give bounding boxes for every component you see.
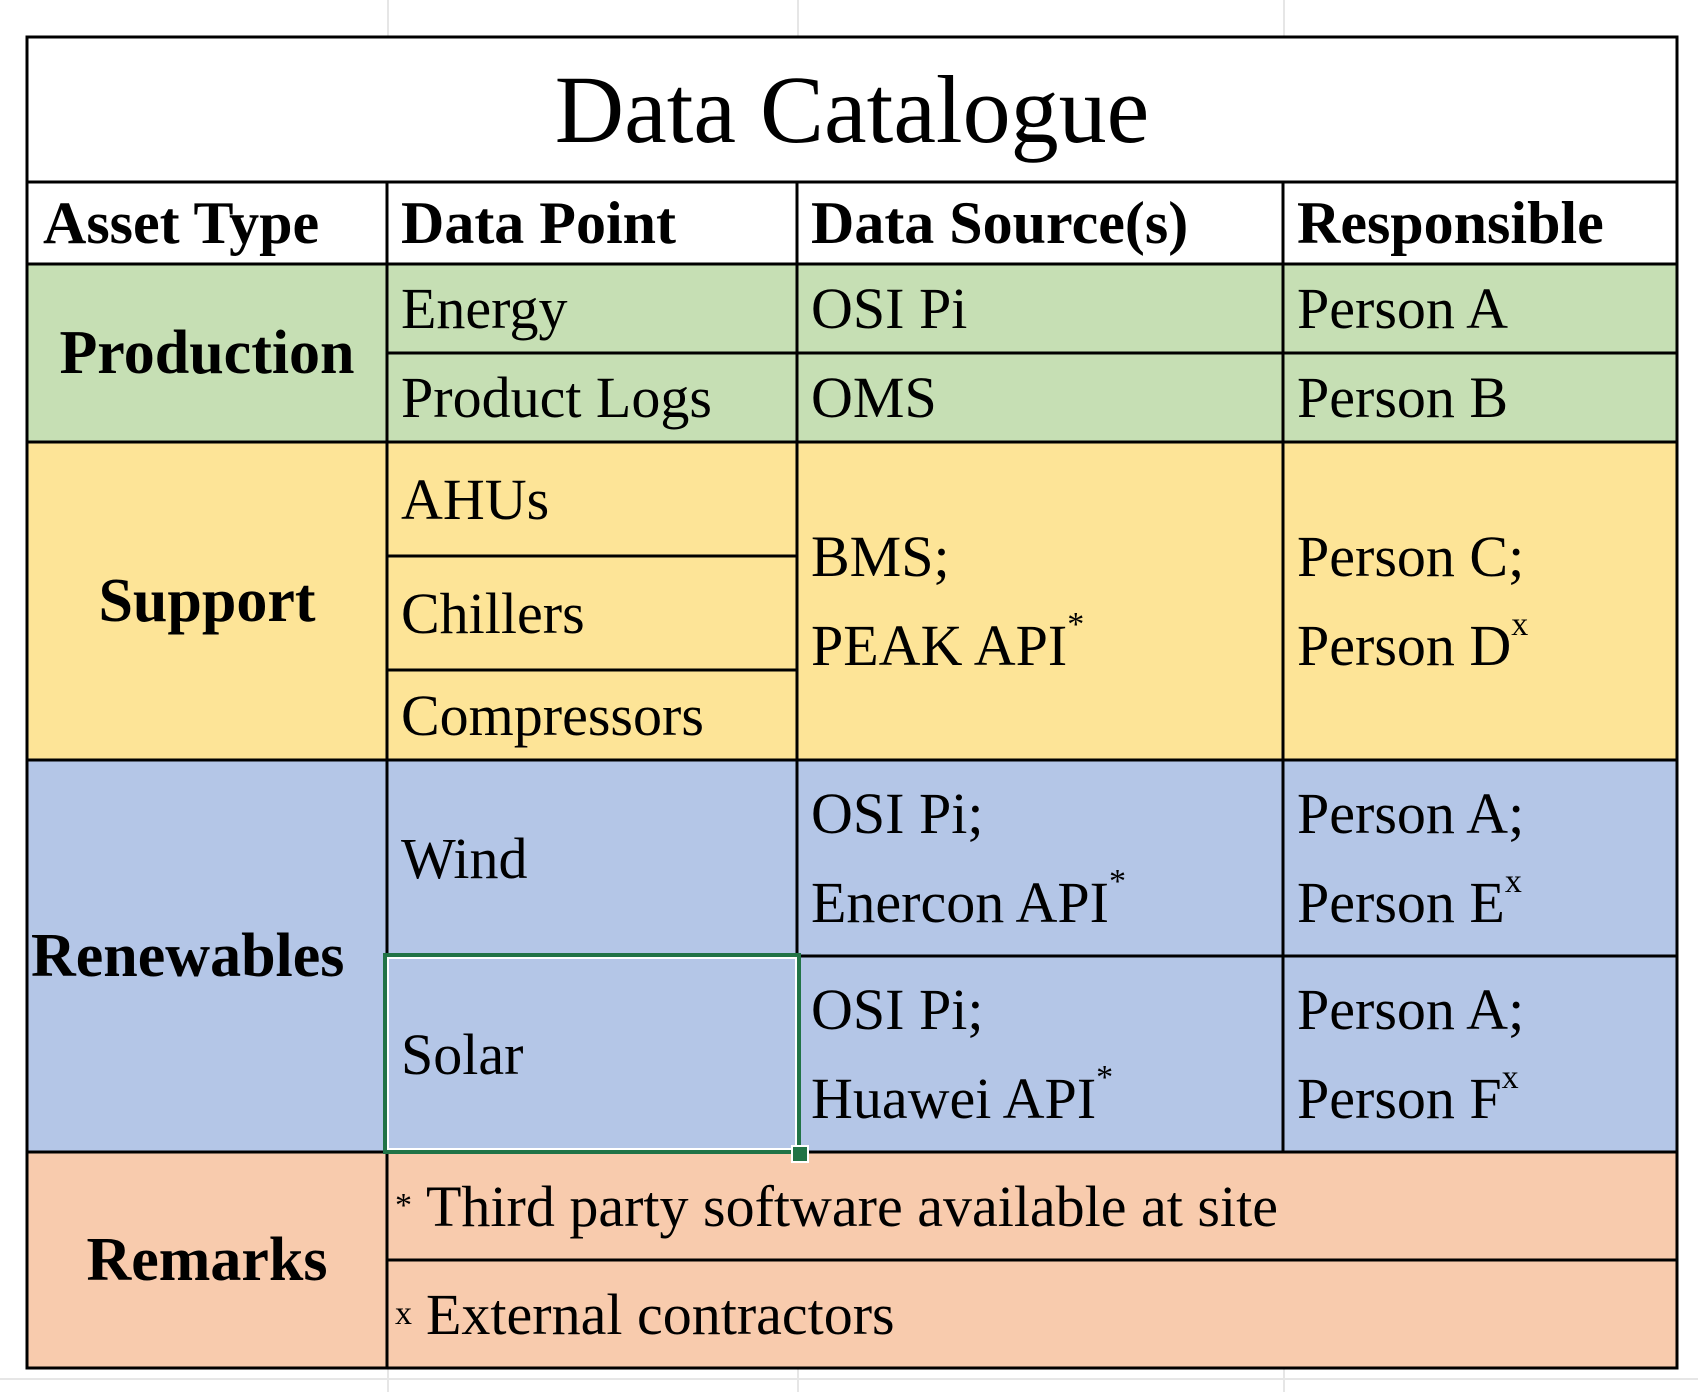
contractor-mark: x	[1511, 606, 1529, 643]
responsible-solar-line2: Person $F^x$	[1297, 1059, 1519, 1131]
data-source-wind-line2: Enercon API*	[811, 863, 1126, 935]
table-title[interactable]: Data Catalogue	[27, 37, 1677, 182]
responsible-support-line2: Person $D^x$	[1297, 606, 1529, 678]
data-point-product-logs[interactable]: Product Logs	[387, 353, 797, 442]
header-asset-type[interactable]: Asset Type	[27, 182, 387, 264]
data-point-wind[interactable]: Wind	[387, 760, 797, 956]
data-source-support-line2: PEAK API*	[811, 606, 1085, 678]
responsible-wind-line2: Person $E^x$	[1297, 863, 1522, 935]
contractor-mark: x	[1504, 863, 1522, 900]
asset-type-support[interactable]: Support	[27, 442, 387, 760]
header-data-point[interactable]: Data Point	[387, 182, 797, 264]
data-source-product-logs[interactable]: OMS	[797, 353, 1283, 442]
remark-external-contractors-text: External contractors	[426, 1281, 895, 1347]
responsible-wind-line1: Person A;	[1297, 781, 1525, 846]
remark-external-contractors[interactable]: x External contractors	[387, 1260, 1677, 1368]
responsible-energy[interactable]: Person A	[1283, 264, 1677, 353]
header-data-source[interactable]: Data Source(s)	[797, 182, 1283, 264]
asset-type-remarks[interactable]: Remarks	[27, 1152, 387, 1368]
remark-third-party[interactable]: * Third party software available at site	[387, 1152, 1677, 1260]
data-source-support-line1: BMS;	[811, 524, 950, 589]
data-point-ahus[interactable]: AHUs	[387, 442, 797, 556]
data-point-chillers[interactable]: Chillers	[387, 556, 797, 670]
header-responsible[interactable]: Responsible	[1283, 182, 1677, 264]
third-party-mark: *	[1067, 606, 1085, 643]
third-party-mark: *	[1096, 1059, 1114, 1096]
responsible-wind[interactable]	[1283, 760, 1677, 956]
data-source-solar-line2: Huawei API*	[811, 1059, 1114, 1131]
data-point-solar[interactable]: Solar	[387, 956, 797, 1152]
asset-type-renewables[interactable]: Renewables	[27, 760, 387, 1152]
responsible-support[interactable]	[1283, 442, 1677, 760]
data-source-wind[interactable]	[797, 760, 1283, 956]
data-source-energy[interactable]: OSI Pi	[797, 264, 1283, 353]
data-point-energy[interactable]: Energy	[387, 264, 797, 353]
responsible-support-line1: Person C;	[1297, 524, 1525, 589]
responsible-product-logs[interactable]: Person B	[1283, 353, 1677, 442]
third-party-mark: *	[1109, 863, 1126, 900]
data-source-wind-line1: OSI Pi;	[811, 781, 984, 846]
data-source-solar-line1: OSI Pi;	[811, 977, 984, 1042]
data-source-support[interactable]	[797, 442, 1283, 760]
data-source-solar[interactable]	[797, 956, 1283, 1152]
responsible-solar[interactable]	[1283, 956, 1677, 1152]
contractor-mark: x	[1501, 1059, 1519, 1096]
remark-third-party-text: Third party software available at site	[426, 1173, 1278, 1239]
sheet-gridline	[0, 1378, 1698, 1380]
fill-handle[interactable]	[791, 1145, 809, 1163]
data-point-compressors[interactable]: Compressors	[387, 670, 797, 760]
responsible-solar-line1: Person A;	[1297, 977, 1525, 1042]
asset-type-production[interactable]: Production	[27, 264, 387, 442]
